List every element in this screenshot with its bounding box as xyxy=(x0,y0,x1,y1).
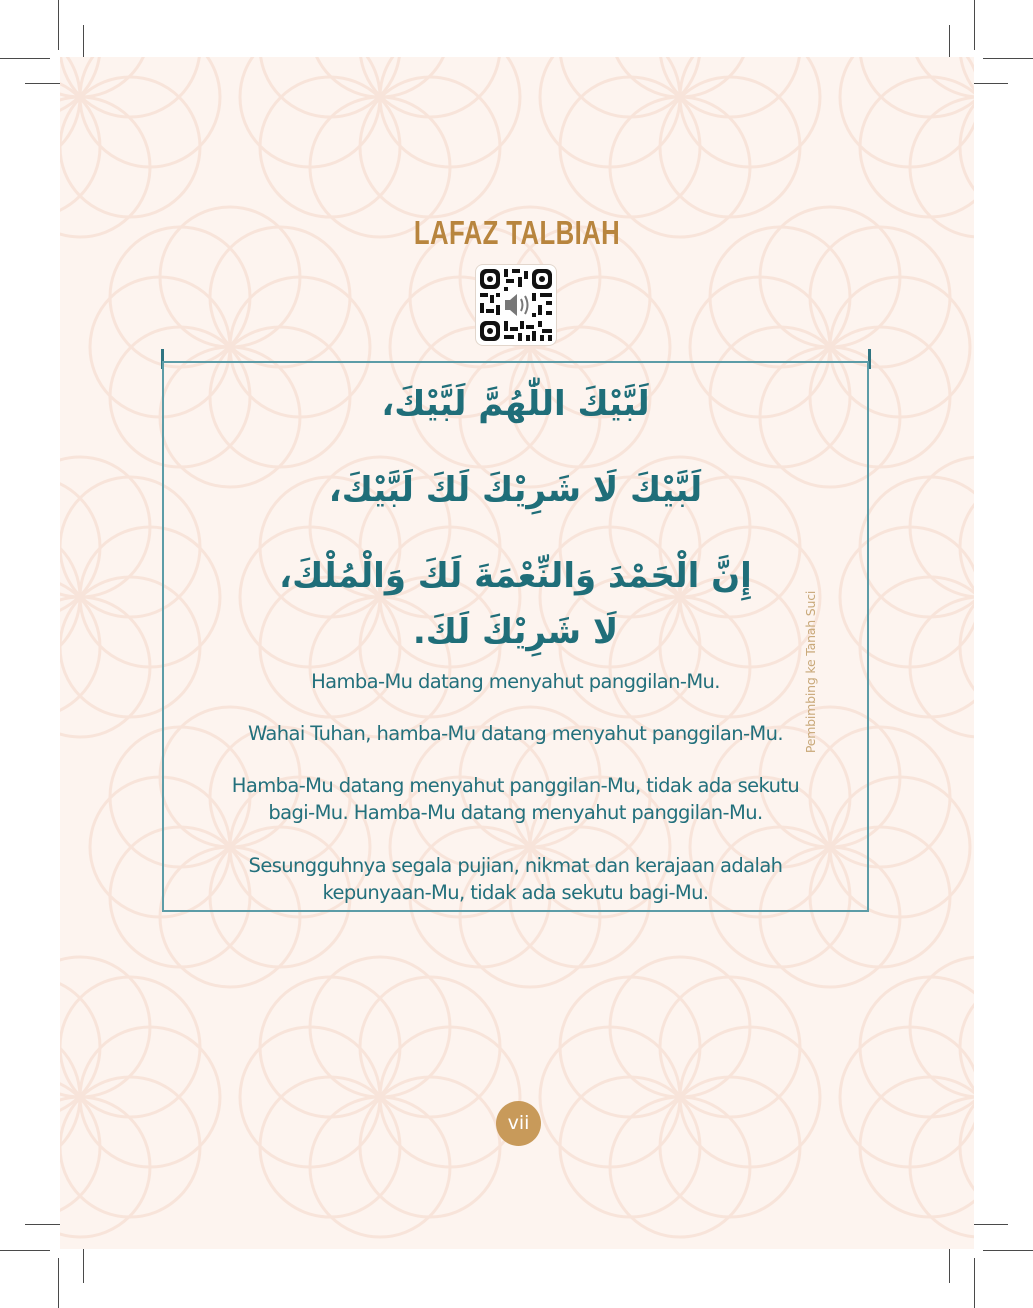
page-title: LAFAZ TALBIAH xyxy=(413,214,621,251)
crop-mark xyxy=(58,1258,59,1308)
arabic-line-3: إِنَّ الْحَمْدَ وَالنِّعْمَةَ لَكَ وَالْمُلْكَ، xyxy=(279,556,752,596)
audio-qr-code[interactable] xyxy=(476,265,556,345)
page-number: vii xyxy=(496,1101,541,1146)
crop-mark xyxy=(983,1250,1033,1251)
arabic-line-4: لَا شَرِيْكَ لَكَ. xyxy=(412,612,619,652)
translation-4 xyxy=(164,852,867,906)
translation-1: Hamba-Mu datang menyahut panggilan-Mu. xyxy=(311,670,720,693)
arabic-line-2: لَبَّيْكَ لَا شَرِيْكَ لَكَ لَبَّيْكَ، xyxy=(328,470,703,510)
translation-4-line-2: kepunyaan-Mu, tidak ada sekutu bagi-Mu. xyxy=(322,881,709,904)
translation-3-line-2: bagi-Mu. Hamba-Mu datang menyahut panggilan-Mu. xyxy=(268,801,763,824)
running-header-right: Pembimbing ke Tanah Suci xyxy=(803,590,818,754)
arabic-line-1: لَبَّيْكَ اللّٰهُمَّ لَبَّيْكَ، xyxy=(381,384,650,424)
crop-mark xyxy=(0,58,50,59)
crop-mark xyxy=(974,0,975,50)
translation-3 xyxy=(164,772,867,826)
crop-mark xyxy=(983,58,1033,59)
translation-3-line-1: Hamba-Mu datang menyahut panggilan-Mu, tidak ada sekutu xyxy=(231,774,800,797)
crop-mark xyxy=(0,1250,50,1251)
page xyxy=(60,57,974,1249)
talbiah-box xyxy=(162,361,869,912)
crop-mark xyxy=(58,0,59,50)
crop-mark xyxy=(974,1258,975,1308)
translation-4-line-1: Sesungguhnya segala pujian, nikmat dan kerajaan adalah xyxy=(248,854,783,877)
translation-2: Wahai Tuhan, hamba-Mu datang menyahut panggilan-Mu. xyxy=(248,722,783,745)
